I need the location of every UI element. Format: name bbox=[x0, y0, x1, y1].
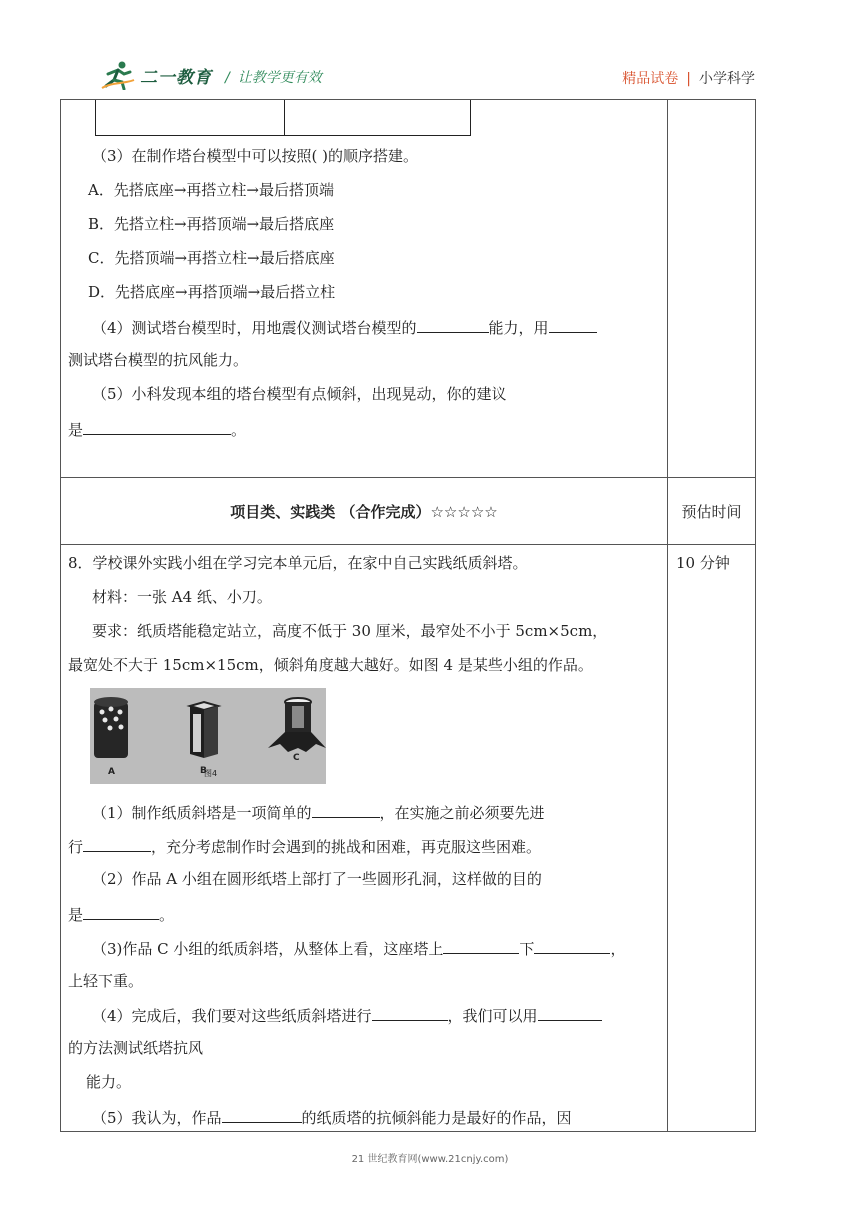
q8-requirement-line1: 要求：纸质塔能稳定站立，高度不低于 30 厘米，最窄处不小于 5cm×5cm， bbox=[92, 622, 608, 640]
section-title: 项目类、实践类 （合作完成）☆☆☆☆☆ bbox=[230, 502, 498, 521]
tag-separator: | bbox=[686, 71, 691, 87]
answer-blank[interactable] bbox=[534, 937, 610, 954]
q8-part2-line2 bbox=[68, 903, 174, 925]
answer-grid bbox=[95, 100, 471, 136]
q8-part5-line1 bbox=[92, 1106, 572, 1128]
slogan-separator: / bbox=[225, 70, 230, 86]
q7-part5-text: 是 bbox=[68, 421, 84, 439]
answer-grid-divider bbox=[284, 100, 285, 135]
slogan bbox=[225, 67, 322, 87]
answer-blank[interactable] bbox=[83, 835, 151, 852]
q7-part3: （3）在制作塔台模型中可以按照( )的顺序搭建。 bbox=[92, 147, 419, 165]
table-border-right bbox=[755, 100, 756, 1132]
q7-part4-line1 bbox=[92, 316, 597, 338]
q7-part4-text: （4）测试塔台模型时，用地震仪测试塔台模型的 bbox=[92, 319, 417, 337]
q8-part1-text: 行 bbox=[68, 838, 84, 856]
q7-part5-line2 bbox=[68, 418, 246, 440]
q8-part3-line2: 上轻下重。 bbox=[68, 972, 144, 990]
figure-label-b: B bbox=[200, 766, 207, 776]
q7-part5-text: 。 bbox=[231, 421, 247, 439]
logo bbox=[100, 58, 212, 92]
q8-part3-text: 下 bbox=[519, 940, 535, 958]
q8-part4-text: （4）完成后，我们要对这些纸质斜塔进行 bbox=[92, 1007, 372, 1025]
table-border-mid bbox=[667, 100, 668, 1132]
q8-part4-text: ，我们可以用 bbox=[447, 1007, 538, 1025]
q8-part5-text: 的纸质塔的抗倾斜能力是最好的作品，因 bbox=[301, 1109, 572, 1127]
logo-text: 二一教育 bbox=[140, 67, 212, 88]
q8-time: 10 分钟 bbox=[676, 554, 730, 572]
q8-requirement-line2: 最宽处不大于 15cm×15cm，倾斜角度越大越好。如图 4 是某些小组的作品。 bbox=[68, 656, 593, 674]
table-border-left bbox=[60, 100, 61, 1132]
answer-blank[interactable] bbox=[443, 937, 519, 954]
answer-blank[interactable] bbox=[538, 1004, 602, 1021]
figure-4-photo bbox=[90, 688, 326, 784]
page-header bbox=[100, 58, 755, 100]
tower-a-icon bbox=[94, 697, 128, 758]
q7-part5-line1: （5）小科发现本组的塔台模型有点倾斜，出现晃动，你的建议 bbox=[92, 385, 507, 403]
answer-blank[interactable] bbox=[83, 418, 231, 435]
table-border-bottom bbox=[60, 1131, 756, 1132]
q8-part2-text: 是 bbox=[68, 906, 84, 924]
page-footer: 21 世纪教育网(www.21cnjy.com) bbox=[351, 1154, 509, 1165]
q8-part5-text: （5）我认为，作品 bbox=[92, 1109, 222, 1127]
q8-part1-text: （1）制作纸质斜塔是一项简单的 bbox=[92, 804, 312, 822]
time-header: 预估时间 bbox=[681, 502, 742, 521]
q7-option-b: B．先搭立柱→再搭顶端→最后搭底座 bbox=[88, 215, 335, 233]
tag-subject: 小学科学 bbox=[699, 71, 755, 87]
table-row-divider bbox=[60, 544, 756, 545]
answer-blank[interactable] bbox=[417, 316, 489, 333]
figure-caption: 图4 bbox=[204, 769, 218, 778]
q8-materials: 材料：一张 A4 纸、小刀。 bbox=[92, 588, 272, 606]
slogan-text: 让教学更有效 bbox=[237, 70, 322, 86]
figure-label-c: C bbox=[293, 753, 300, 763]
answer-blank[interactable] bbox=[549, 316, 597, 333]
q7-option-a: A．先搭底座→再搭立柱→最后搭顶端 bbox=[88, 181, 334, 199]
answer-blank[interactable] bbox=[222, 1106, 302, 1123]
header-tags bbox=[622, 68, 755, 88]
q8-part1-line1 bbox=[92, 801, 545, 823]
q8-intro: 8．学校课外实践小组在学习完本单元后，在家中自己实践纸质斜塔。 bbox=[68, 554, 528, 572]
q7-option-c: C．先搭顶端→再搭立柱→最后搭底座 bbox=[88, 249, 335, 267]
answer-blank[interactable] bbox=[83, 903, 159, 920]
q8-part4-line2: 的方法测试纸塔抗风 bbox=[68, 1039, 204, 1057]
runner-logo-icon bbox=[100, 60, 136, 90]
q7-part4-line2: 测试塔台模型的抗风能力。 bbox=[68, 351, 249, 369]
q8-part2-line1: （2）作品 A 小组在圆形纸塔上部打了一些圆形孔洞，这样做的目的 bbox=[92, 870, 542, 888]
tower-b-icon bbox=[190, 702, 218, 758]
q8-part4-line3: 能力。 bbox=[86, 1073, 132, 1091]
q8-part1-text: ，充分考虑制作时会遇到的挑战和困难，再克服这些困难。 bbox=[151, 838, 542, 856]
q8-part1-line2 bbox=[68, 835, 541, 857]
q8-part3-text: （3)作品 C 小组的纸质斜塔，从整体上看，这座塔上 bbox=[92, 940, 444, 958]
answer-blank[interactable] bbox=[372, 1004, 448, 1021]
q7-part4-text: 能力，用 bbox=[488, 319, 549, 337]
q8-part3-text: ， bbox=[610, 940, 626, 958]
q8-part3-line1 bbox=[92, 937, 625, 959]
tag-quality: 精品试卷 bbox=[622, 71, 679, 87]
q8-part2-text: 。 bbox=[159, 906, 175, 924]
q8-part1-text: ，在实施之前必须要先进 bbox=[379, 804, 545, 822]
q7-option-d: D．先搭底座→再搭顶端→最后搭立柱 bbox=[88, 283, 336, 301]
figure-label-a: A bbox=[108, 767, 115, 777]
q8-part4-line1 bbox=[92, 1004, 602, 1026]
answer-blank[interactable] bbox=[312, 801, 380, 818]
